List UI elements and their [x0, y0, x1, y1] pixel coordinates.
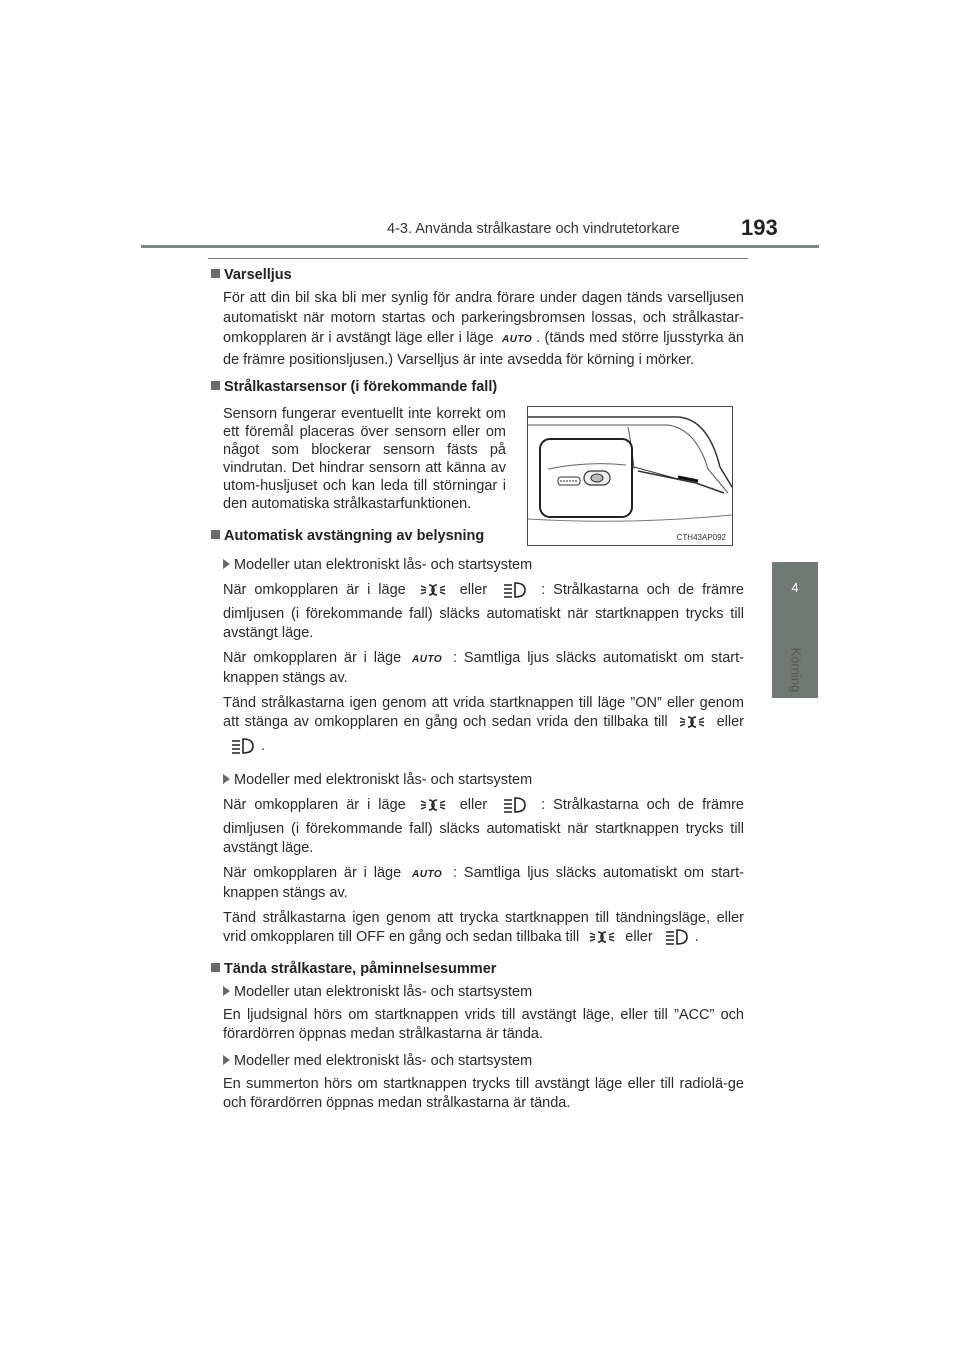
paragraph: När omkopplaren är i läge eller : Strålkastarna och de främre dimljusen (i förekommande fall) släcks automatiskt när startknappen trycks till avstängt läge. — [223, 797, 744, 856]
section-heading: Tända strålkastare, påminnelsesummer — [211, 960, 744, 979]
tail-light-icon — [679, 713, 705, 737]
triangle-bullet-icon — [223, 1055, 230, 1065]
square-bullet-icon — [211, 269, 220, 278]
headlight-icon — [663, 928, 689, 952]
section-heading: Automatisk avstängning av belysning — [211, 527, 744, 546]
tail-light-icon — [420, 581, 446, 605]
paragraph: Tänd strålkastarna igen genom att vrida startknappen till läge ”ON” eller genom att stänga av omkopplaren en gång och sedan vrida den tillbaka till eller . — [211, 694, 744, 761]
sub-heading: Modeller med elektroniskt lås- och startsystem — [211, 1052, 744, 1071]
paragraph: När omkopplaren är i läge eller : Strålkastarna och de främre dimljusen (i förekommande fall) släcks automatiskt när startknappen trycks till avstängt läge. — [223, 582, 744, 641]
paragraph: När omkopplaren är i läge AUTO : Samtliga ljus släcks automatiskt om start-knappen stängs av. — [223, 865, 744, 901]
sub-heading: Modeller med elektroniskt lås- och startsystem — [211, 771, 744, 790]
chapter-tab-label-text: Körning — [788, 647, 804, 693]
paragraph: När omkopplaren är i läge AUTO : Samtliga ljus släcks automatiskt om start-knappen stängs av. — [223, 650, 744, 686]
section-heading: Strålkastarsensor (i förekommande fall) — [211, 378, 744, 397]
tail-light-icon — [420, 796, 446, 820]
section-heading: Varselljus — [211, 266, 744, 285]
chapter-tab-label — [786, 640, 806, 700]
auto-icon: AUTO — [412, 869, 443, 880]
paragraph: En summerton hörs om startknappen trycks till avstängt läge eller till radiolä-ge och förardörren öppnas medan strålkastarna är tända. — [223, 1076, 744, 1111]
sensor-text: Sensorn fungerar eventuellt inte korrekt om ett föremål placeras över sensorn eller om något som blockerar sensorn fästs på vindrutan. Det hindrar sensorn att känna av utom-husljuset och kan leda till störningar i den automatiska strålkastarfunktionen. — [223, 406, 506, 512]
section-varselljus — [211, 266, 744, 370]
chapter-title: 4-3. Använda strålkastare och vindrutetorkare — [387, 221, 680, 237]
headlight-icon — [229, 737, 255, 761]
square-bullet-icon — [211, 530, 220, 539]
sub-heading: Modeller utan elektroniskt lås- och startsystem — [211, 983, 744, 1002]
section-sensor — [211, 378, 744, 513]
auto-icon: AUTO — [412, 654, 443, 665]
tail-light-icon — [589, 928, 615, 952]
section-reminder — [211, 960, 744, 1113]
varselljus-text: För att din bil ska bli mer synlig för andra förare under dagen tänds varselljusen automatiskt när motorn startas och parkeringsbromsen lossas, och strålkastar-omkopplaren är i avstängt läge eller i läge AUTO . (tänds med större ljusstyrka än de främre positionsljusen.) Varselljus är inte avsedda för körning i mörker. — [223, 290, 744, 368]
auto-icon: AUTO — [501, 334, 533, 345]
section-auto-off — [211, 527, 744, 952]
chapter-tab-number: 4 — [791, 580, 799, 595]
figure-code: CTH43AP092 — [676, 533, 726, 542]
sensor-block — [211, 405, 744, 513]
paragraph: En ljudsignal hörs om startknappen vrids till avstängt läge, eller till ”ACC” och förardörren öppnas medan strålkastarna är tända. — [223, 1007, 744, 1042]
header-rule — [141, 245, 819, 248]
triangle-bullet-icon — [223, 774, 230, 784]
triangle-bullet-icon — [223, 559, 230, 569]
square-bullet-icon — [211, 963, 220, 972]
headlight-icon — [501, 796, 527, 820]
page-number: 193 — [741, 215, 778, 240]
paragraph: Tänd strålkastarna igen genom att trycka startknappen till tändningsläge, eller vrid omkopplaren till OFF en gång och sedan tillbaka till eller . — [211, 909, 744, 952]
square-bullet-icon — [211, 381, 220, 390]
triangle-bullet-icon — [223, 986, 230, 996]
headlight-icon — [501, 581, 527, 605]
sub-heading: Modeller utan elektroniskt lås- och startsystem — [211, 556, 744, 575]
section-rule — [208, 258, 748, 259]
page-content — [211, 266, 744, 1113]
